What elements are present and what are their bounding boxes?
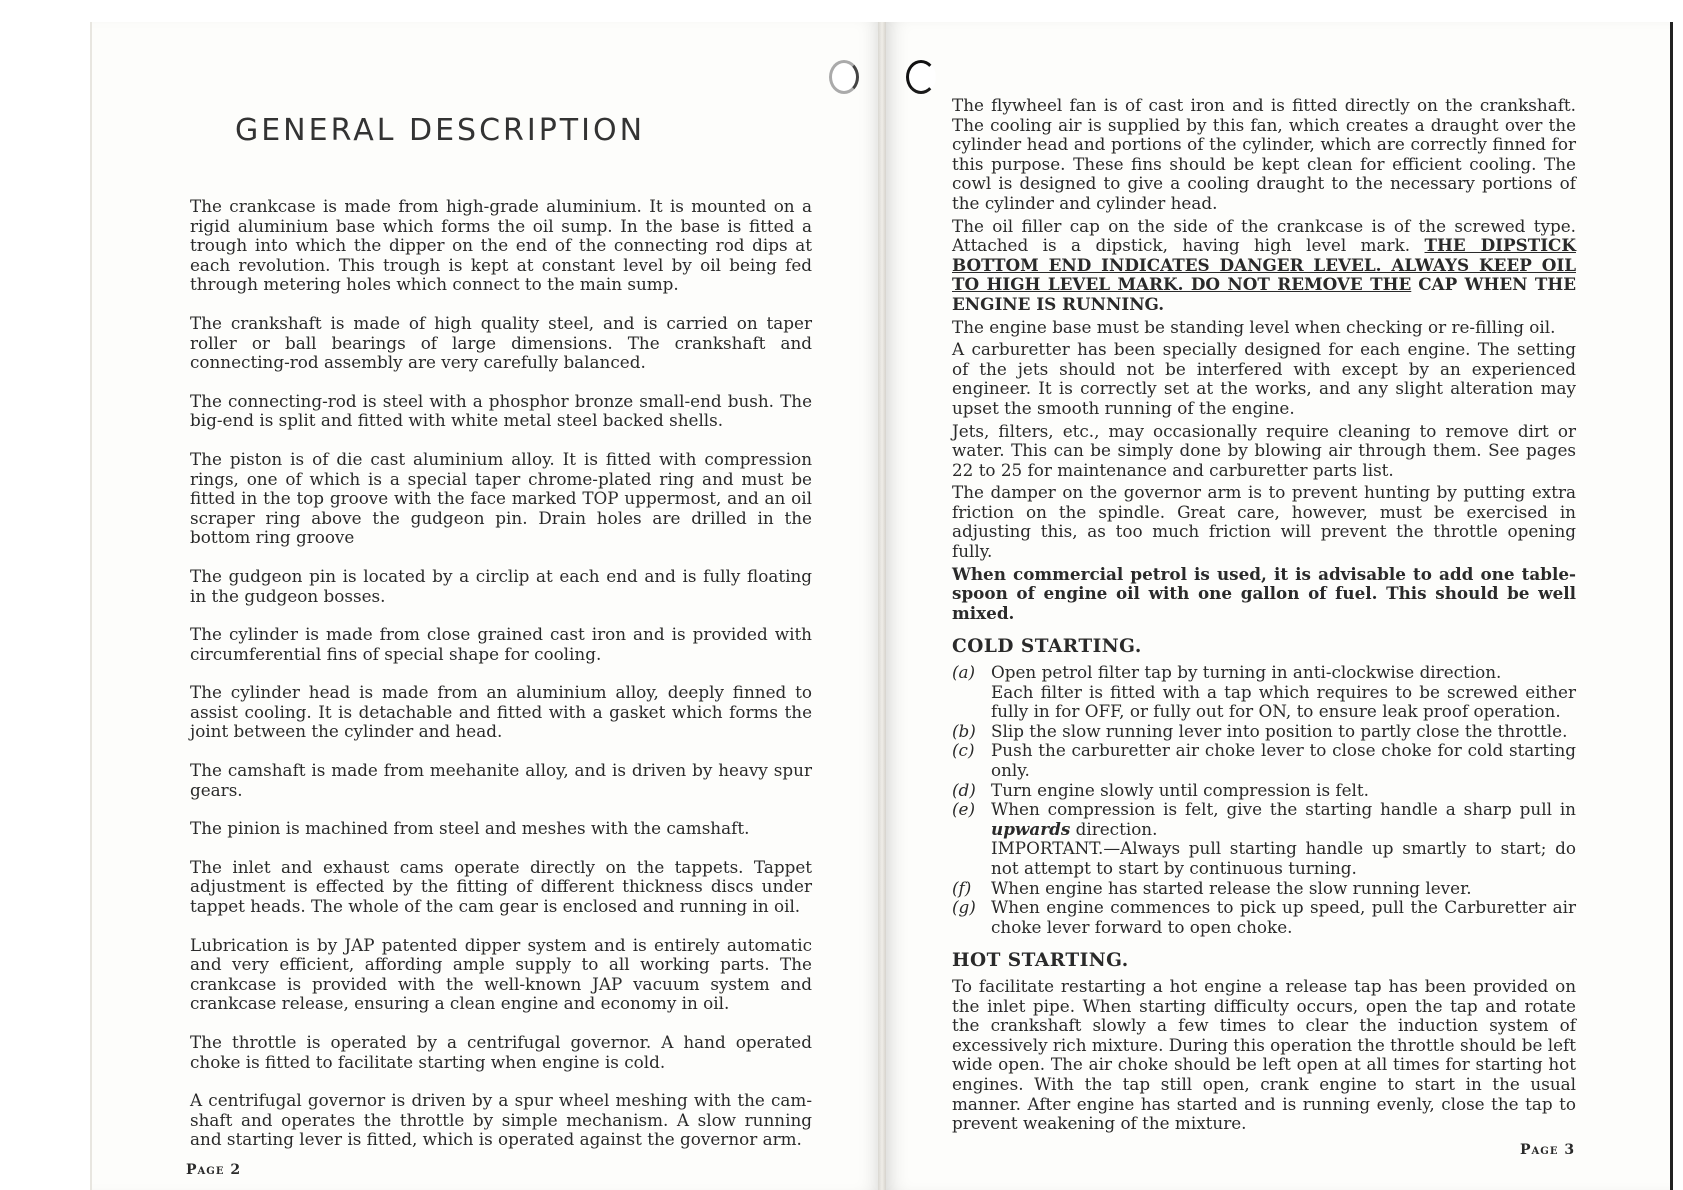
paragraph: The cylinder is made from close grained cast iron and is provided with circumferential fins of special shape for cooling. (190, 624, 812, 664)
list-label: (g) (952, 897, 976, 918)
paragraph: The crankshaft is made of high quality steel, and is carried on taper roller or ball bearings of large dimensions. The crankshaft and connecting-rod assembly are very carefully balanced. (190, 312, 812, 373)
list-label: (e) (952, 799, 976, 820)
list-continuation: Each filter is fitted with a tap which requires to be screwed either fully in for OFF, or fully out for ON, to ensure leak proof operation. (991, 681, 1576, 722)
list-label: (f) (952, 877, 972, 898)
page-number: Page 2 (186, 1162, 242, 1178)
paragraph: A centrifugal governor is driven by a spur wheel meshing with the cam-shaft and operates the throttle by simple mechanism. A slow running and starting lever is fitted, which is operated against the governor arm. (190, 1090, 812, 1150)
paragraph: The piston is of die cast aluminium alloy. It is fitted with compression rings, one of which is a special taper chrome-plated ring and must be fitted in the top groove with the face marked TOP uppermost, and an oil scraper ring above the gudgeon pin. Drain holes are drilled in the bottom ring groove (190, 448, 812, 548)
list-text: When engine commences to pick up speed, pull the Carburetter air choke lever forward to open choke. (991, 897, 1576, 937)
list-item (952, 898, 1576, 937)
paragraph: The flywheel fan is of cast iron and is fitted directly on the crankshaft. The cooling air is supplied by this fan, which creates a draught over the cylinder head and portions of the cylinder, which are correctly finned for this purpose. These fins should be kept clean for efficient cooling. The cowl is designed to give a cooling draught to the necessary portions of the cylinder and cylinder head. (952, 95, 1576, 213)
list-item (952, 741, 1576, 780)
list-label: (c) (952, 740, 975, 761)
list-text-part: direction. (1075, 818, 1158, 839)
warning-text: CAP WHEN THE ENGINE IS RUNNING. (952, 274, 1576, 314)
list-item (952, 781, 1576, 801)
oil-paragraph (952, 217, 1576, 315)
page-number: Page 3 (1520, 1142, 1576, 1158)
important-note: IMPORTANT.—Always pull starting handle up smartly to start; do not attempt to start by continuous turning. (991, 838, 1576, 878)
paragraph-text: The oil filler cap on the side of the crankcase is of the screwed type. Attached is a dipstick, having high level mark. (952, 215, 1576, 256)
list-item (952, 663, 1576, 683)
right-column (952, 96, 1576, 1137)
paragraph: The engine base must be standing level when checking or re-filling oil. (952, 316, 1556, 337)
list-item (952, 879, 1576, 899)
punch-hole-icon (906, 60, 936, 94)
list-label: (b) (952, 720, 976, 741)
list-text-part: When compression is felt, give the starting handle a sharp pull in (991, 799, 1576, 820)
list-text: Push the carburetter air choke lever to close choke for cold starting only. (991, 740, 1576, 780)
section-heading-hot-starting: HOT STARTING. (952, 950, 1129, 972)
paragraph: Lubrication is by JAP patented dipper system and is entirely automatic and very efficient, affording ample supply to all working parts. The crankcase is provided with the well-known JAP vacuum system and crankcase release, ensuring a clean engine and economy in oil. (190, 934, 812, 1014)
list-item (952, 722, 1576, 742)
list-text: Slip the slow running lever into position to partly close the throttle. (991, 720, 1568, 741)
warning-text: THE DIPSTICK BOTTOM END INDICATES DANGER LEVEL. ALWAYS KEEP OIL TO HIGH LEVEL MARK. DO NOT REMOVE THE (952, 235, 1576, 295)
paragraph: The gudgeon pin is located by a circlip at each end and is fully floating in the gudgeon bosses. (190, 565, 812, 606)
paragraph: The cylinder head is made from an aluminium alloy, deeply finned to assist cooling. It is detachable and fitted with a gasket which forms the joint between the cylinder and head. (190, 682, 812, 742)
paragraph: The camshaft is made from meehanite alloy, and is driven by heavy spur gears. (190, 760, 812, 800)
punch-hole-icon (829, 60, 859, 94)
section-heading-cold-starting: COLD STARTING. (952, 636, 1142, 658)
list-text (991, 800, 1576, 839)
left-column (190, 197, 812, 1169)
paragraph: The inlet and exhaust cams operate directly on the tappets. Tappet adjustment is effected by the fitting of different thickness discs under tappet heads. The whole of the cam gear is enclosed and running in oil. (190, 856, 812, 917)
paragraph: Jets, filters, etc., may occasionally require cleaning to remove dirt or water. This can be simply done by blowing air through them. See pages 22 to 25 for maintenance and carburetter parts list. (952, 420, 1576, 480)
book-spine (878, 22, 886, 1190)
list-text: Open petrol filter tap by turning in anti-clockwise direction. (991, 662, 1502, 683)
paragraph: The throttle is operated by a centrifugal governor. A hand operated choke is fitted to facilitate starting when engine is cold. (190, 1032, 812, 1072)
paragraph: A carburetter has been specially designed for each engine. The setting of the jets should not be interfered with except by an experienced engineer. It is correctly set at the works, and any slight alteration may upset the smooth running of the engine. (952, 339, 1576, 418)
fuel-note: When commercial petrol is used, it is advisable to add one table-spoon of engine oil with one gallon of fuel. This should be well mixed. (952, 563, 1576, 623)
list-label: (a) (952, 662, 976, 683)
paragraph: The pinion is machined from steel and meshes with the camshaft. (190, 818, 750, 839)
paragraph: The crankcase is made from high-grade aluminium. It is mounted on a rigid aluminium base which forms the oil sump. In the base is fitted a trough into which the dipper on the end of the connecting rod dips at each revolution. This trough is kept at constant level by oil being fed through metering holes which connect to the main sump. (190, 196, 812, 295)
page-title: GENERAL DESCRIPTION (234, 113, 646, 148)
list-label: (d) (952, 779, 976, 800)
list-item (952, 800, 1576, 839)
paragraph: The damper on the governor arm is to prevent hunting by putting extra friction on the spindle. Great care, however, must be exercised in adjusting this, as too much friction will prevent the throttle opening fully. (952, 482, 1576, 562)
paragraph: To facilitate restarting a hot engine a release tap has been provided on the inlet pipe. When starting difficulty occurs, open the tap and rotate the crankshaft slowly a few times to clear the induction system of excessively rich mixture. During this operation the throttle should be left wide open. The air choke should be left open at all times for starting hot engines. With the tap still open, crank engine to start in the usual manner. After engine has started and is running evenly, close the tap to prevent weakening of the mixture. (952, 975, 1576, 1134)
list-text: Turn engine slowly until compression is felt. (991, 779, 1369, 800)
emphasis-text: upwards (991, 818, 1071, 839)
list-text: When engine has started release the slow running lever. (991, 877, 1472, 898)
paragraph: The connecting-rod is steel with a phosphor bronze small-end bush. The big-end is split and fitted with white metal steel backed shells. (190, 390, 812, 431)
